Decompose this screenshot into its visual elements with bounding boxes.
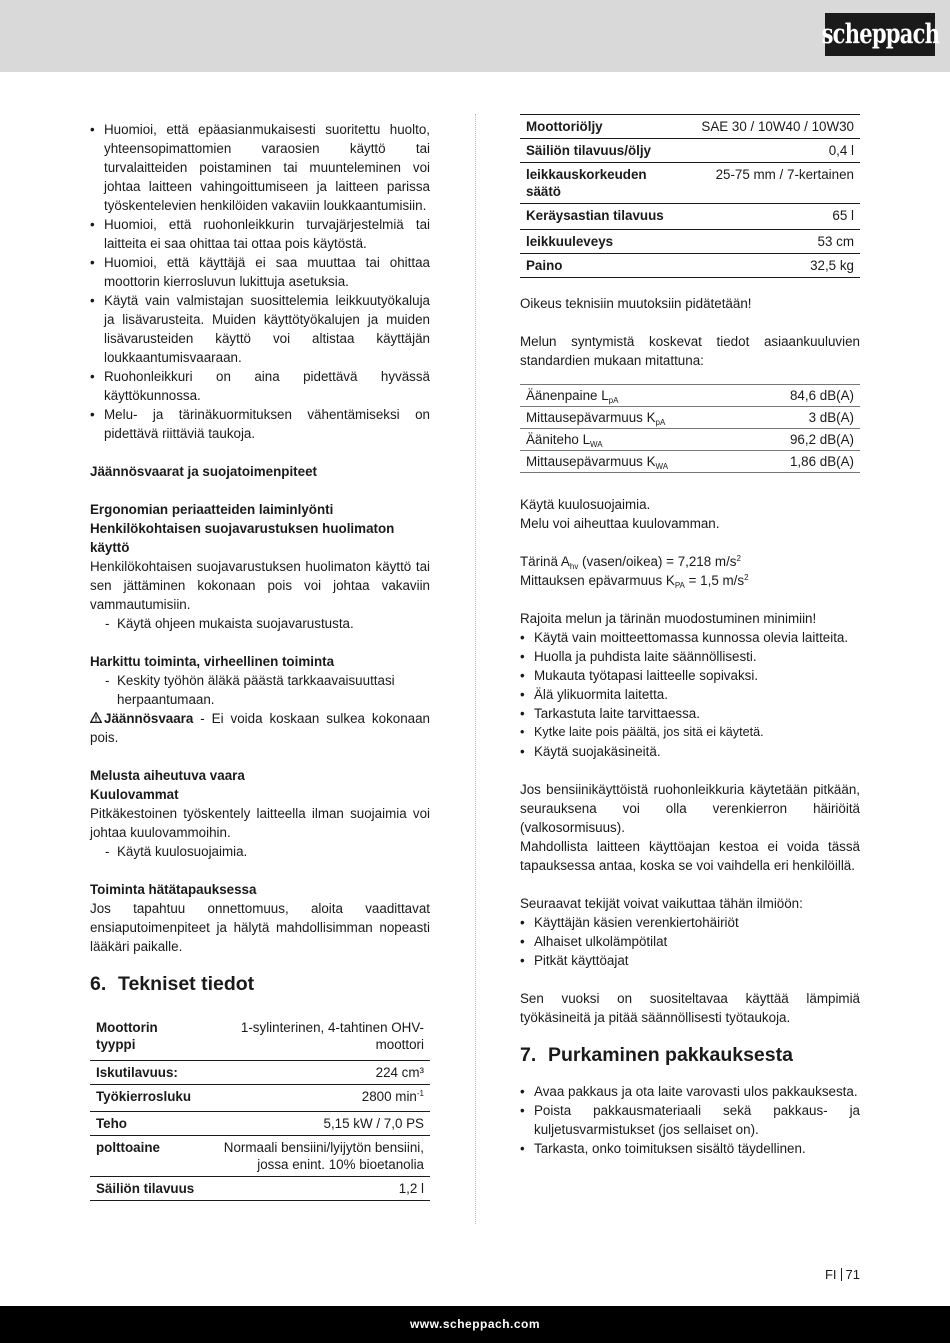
- limit-intro: Rajoita melun ja tärinän muodostuminen minimiin!: [520, 611, 817, 626]
- ppe-dash: - Käytä ohjeen mukaista suojavarustusta.: [90, 614, 430, 633]
- spec-value: Normaali bensiini/lyijytön bensiini, jossa enint. 10% bioetanolia: [223, 1139, 424, 1172]
- limit-bullets: [520, 628, 860, 761]
- noise-value: 96,2 dB(A): [789, 432, 854, 447]
- header-bar: [0, 0, 950, 72]
- noise-intro: Melun syntymistä koskevat tiedot asiaankuuluvien standardien mukaan mitattuna:: [520, 334, 860, 368]
- table-row: [90, 1176, 430, 1200]
- noise-label: Ääniteho $L_{WA}$: [526, 432, 603, 449]
- spec-table-right: [520, 114, 860, 278]
- spec-key: polttoaine: [96, 1139, 160, 1155]
- spec-value: 32,5 kg: [810, 258, 854, 273]
- spec-value: 1-sylinterinen, 4-tahtinen OHV-moottori: [240, 1020, 424, 1052]
- vibration-uncertainty: Mittauksen epävarmuus $K_{PA} = 1,5$ $m/s^2$: [520, 573, 749, 590]
- circulation-text-2: Mahdollista laitteen käyttöajan kestoa ei voida tässä tapauksessa antaa, koska se voi vaihdella eri henkilöillä.: [520, 839, 860, 873]
- spec-value: 53 cm: [817, 234, 854, 249]
- gloves-text: Sen vuoksi on suositeltavaa käyttää lämpimiä työkäsineitä ja pitää säännöllisesti työtaukoja.: [520, 991, 860, 1025]
- table-row: [90, 1060, 430, 1084]
- safety-bullets: [90, 120, 430, 443]
- spec-key: Työkierrosluku: [96, 1088, 192, 1104]
- list-item: • Tarkastuta laite tarvittaessa.: [520, 704, 860, 723]
- table-row: [520, 163, 860, 204]
- table-row: [520, 139, 860, 163]
- table-row: [520, 254, 860, 278]
- spec-value: 65 l: [832, 208, 854, 223]
- list-item: • Alhaiset ulkolämpötilat: [520, 932, 860, 951]
- ergo-heading: Ergonomian periaatteiden laiminlyönti: [90, 502, 334, 517]
- list-item: • Käyttäjän käsien verenkiertohäiriöt: [520, 913, 860, 932]
- table-row: [520, 429, 860, 451]
- section-7-heading: 7. Purkaminen pakkauksesta: [520, 1044, 793, 1066]
- noise-label: Mittausepävarmuus $K_{pA}$: [526, 410, 666, 427]
- table-row: [90, 1111, 430, 1135]
- spec-key: leikkauskorkeuden säätö: [526, 167, 647, 199]
- spec-key: Paino: [526, 258, 563, 273]
- table-row: [520, 407, 860, 429]
- list-item: • Huolla ja puhdista laite säännöllisesti.: [520, 647, 860, 666]
- vibration-value: Tärinä $A_{hv}$ (vasen/oikea) = 7,218 $m/s^2$: [520, 554, 741, 571]
- spec-value: 2800 $\min^{-1}$: [361, 1088, 424, 1104]
- unpack-bullets: [520, 1082, 860, 1158]
- list-item: • Älä ylikuormita laitetta.: [520, 685, 860, 704]
- residual-warning: [90, 709, 430, 747]
- spec-key: leikkuuleveys: [526, 234, 614, 249]
- table-row: [90, 1084, 430, 1111]
- list-item: • Huomioi, että ruohonleikkurin turvajärjestelmiä tai laitteita ei saa ohittaa tai ottaa pois käytöstä.: [90, 215, 430, 253]
- table-row: [520, 230, 860, 254]
- list-item: • Käytä vain valmistajan suosittelemia leikkuutyökaluja ja lisävarusteita. Muiden käyttötyökalujen ja muiden lisävarusteiden käyttö voi altistaa käyttäjän loukkaantumisvaaraan.: [90, 291, 430, 367]
- list-item: • Tarkasta, onko toimituksen sisältö täydellinen.: [520, 1139, 860, 1158]
- list-item: • Mukauta työtapasi laitteelle sopivaksi.: [520, 666, 860, 685]
- hearing-text: Pitkäkestoinen työskentely laitteella ilman suojaimia voi johtaa kuulovammoihin.: [90, 806, 430, 840]
- residual-heading: Jäännösvaarat ja suojatoimenpiteet: [90, 464, 317, 479]
- emergency-heading: Toiminta hätätapauksessa: [90, 882, 257, 897]
- spec-key: Moottoriöljy: [526, 119, 603, 134]
- list-item: • Käytä vain moitteettomassa kunnossa olevia laitteita.: [520, 628, 860, 647]
- spec-value: 0,4 l: [828, 143, 854, 158]
- hearing-dash: - Käytä kuulosuojaimia.: [90, 842, 430, 861]
- circulation-text-1: Jos bensiinikäyttöistä ruohonleikkuria käytetään pitkään, seurauksena voi olla verenkierron häiriöitä (valkosormisuus).: [520, 782, 860, 835]
- noise-value: 3 dB(A): [808, 410, 854, 425]
- table-row: [90, 1135, 430, 1176]
- list-item: • Poista pakkausmateriaali sekä pakkaus- ja kuljetusvarmistukset (jos sellaiset on).: [520, 1101, 860, 1139]
- spec-key: Iskutilavuus:: [96, 1064, 178, 1080]
- noise-heading: Melusta aiheutuva vaara: [90, 768, 245, 783]
- spec-key: Säiliön tilavuus: [96, 1180, 195, 1196]
- spec-key: Moottorin tyyppi: [96, 1020, 158, 1052]
- residual-warning-text: - Ei voida koskaan sulkea kokonaan pois.: [90, 711, 430, 745]
- scheppach-logo: scheppach: [825, 13, 935, 56]
- factors-intro: Seuraavat tekijät voivat vaikuttaa tähän ilmiöön:: [520, 896, 803, 911]
- page-number: FI 71: [824, 1267, 860, 1282]
- hearing-line-2: Melu voi aiheuttaa kuulovamman.: [520, 516, 720, 531]
- spec-key: Säiliön tilavuus/öljy: [526, 143, 652, 158]
- ppe-heading: Henkilökohtaisen suojavarustuksen huolimaton käyttö: [90, 521, 395, 555]
- rights-note: Oikeus teknisiin muutoksiin pidätetään!: [520, 296, 752, 311]
- noise-table: [520, 384, 860, 473]
- spec-value: 224 cm³: [375, 1064, 424, 1080]
- list-item: • Kytke laite pois päältä, jos sitä ei käytetä.: [520, 723, 860, 742]
- list-item: • Melu- ja tärinäkuormituksen vähentämiseksi on pidettävä riittäviä taukoja.: [90, 405, 430, 443]
- residual-warning-label: Jäännösvaara: [104, 711, 194, 726]
- list-item: • Käytä suojakäsineitä.: [520, 742, 860, 761]
- table-row: [90, 1016, 430, 1060]
- list-item: • Pitkät käyttöajat: [520, 951, 860, 970]
- warning-triangle-icon: [90, 709, 104, 728]
- spec-table-left: [90, 1016, 430, 1201]
- factors-list: [520, 913, 860, 970]
- list-item: • Avaa pakkaus ja ota laite varovasti ulos pakkauksesta.: [520, 1082, 860, 1101]
- table-row: [520, 451, 860, 473]
- section-6-heading: 6. Tekniset tiedot: [90, 973, 255, 995]
- list-item: • Ruohonleikkuri on aina pidettävä hyvässä käyttökunnossa.: [90, 367, 430, 405]
- spec-value: SAE 30 / 10W40 / 10W30: [701, 119, 854, 134]
- careless-dash: - Keskity työhön äläkä päästä tarkkaavaisuuttasi herpaantumaan.: [90, 671, 430, 709]
- column-divider: [475, 114, 476, 1224]
- spec-key: Teho: [96, 1115, 127, 1131]
- careless-heading: Harkittu toiminta, virheellinen toiminta: [90, 654, 335, 669]
- table-row: [520, 204, 860, 230]
- ppe-text: Henkilökohtaisen suojavarustuksen huolimaton käyttö tai sen jättäminen kokonaan pois voi johtaa vakaviin vammautumisiin.: [90, 559, 430, 612]
- list-item: • Huomioi, että käyttäjä ei saa muuttaa tai ohittaa moottorin kierrosluvun lukittuja asetuksia.: [90, 253, 430, 291]
- noise-value: 1,86 dB(A): [789, 454, 854, 469]
- table-row: [520, 115, 860, 139]
- emergency-text: Jos tapahtuu onnettomuus, aloita vaadittavat ensiaputoimenpiteet ja hälytä mahdollisimman nopeasti lääkäri paikalle.: [90, 901, 430, 954]
- noise-value: 84,6 dB(A): [789, 388, 854, 403]
- noise-label: Äänenpaine $L_{pA}$: [526, 388, 619, 405]
- spec-value: 25-75 mm / 7-kertainen: [715, 167, 854, 182]
- spec-value: 5,15 kW / 7,0 PS: [323, 1115, 424, 1131]
- table-row: [520, 385, 860, 407]
- spec-value: 1,2 l: [398, 1180, 424, 1196]
- hearing-line-1: Käytä kuulosuojaimia.: [520, 497, 651, 512]
- right-column: [520, 114, 860, 1158]
- spec-key: Keräysastian tilavuus: [526, 208, 664, 223]
- hearing-heading: Kuulovammat: [90, 787, 179, 802]
- list-item: • Huomioi, että epäasianmukaisesti suoritettu huolto, yhteensopimattomien varaosien käyttö tai turvalaitteiden poistaminen tai muunteleminen voi johtaa laitteen vahingoittumiseen ja laitteen parissa työskentelevien henkilöiden vakaviin loukkaantumisiin.: [90, 120, 430, 215]
- footer-url[interactable]: www.scheppach.com: [409, 1317, 541, 1331]
- footer-bar: [0, 1306, 950, 1343]
- left-column: [90, 120, 430, 1201]
- noise-label: Mittausepävarmuus $K_{WA}$: [526, 454, 669, 471]
